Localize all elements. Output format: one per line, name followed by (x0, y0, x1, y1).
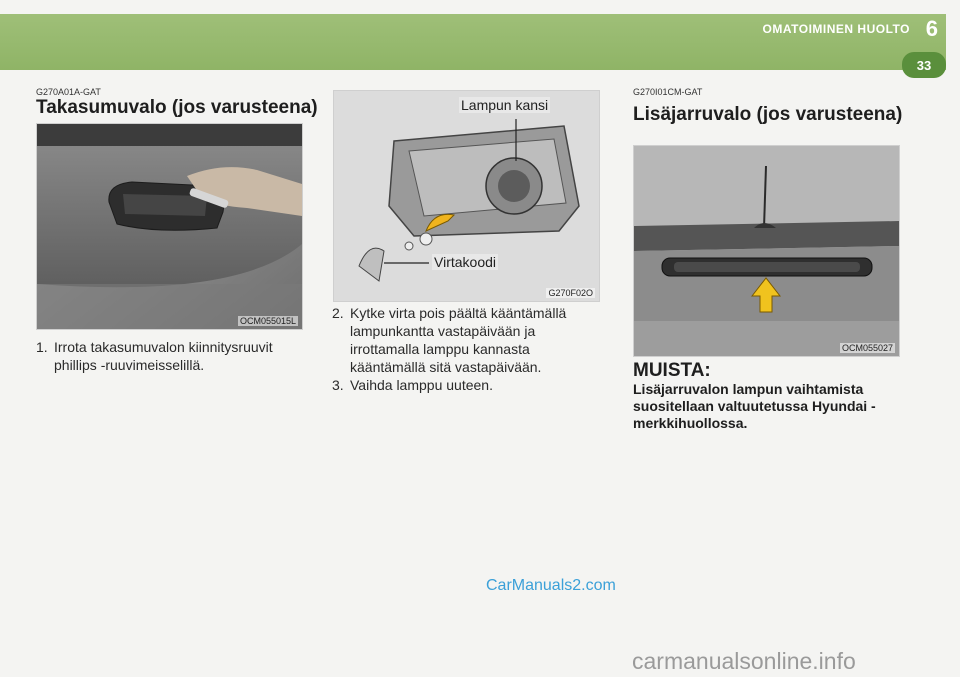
lamp-socket-diagram (333, 90, 600, 302)
section-title: Lisäjarruvalo (jos varusteena) (633, 104, 903, 125)
image-code: G270F02O (548, 288, 593, 298)
step-1 (36, 338, 306, 374)
image-code: OCM055027 (841, 343, 893, 353)
spoiler-illustration (634, 146, 899, 356)
section-title: Takasumuvalo (jos varusteena) (36, 97, 318, 118)
watermark-carmanualsonline[interactable]: carmanualsonline.info (632, 648, 856, 674)
page-number: 33 (902, 52, 946, 78)
bumper-illustration (37, 124, 302, 329)
step-3 (332, 376, 600, 394)
step-text: Kytke virta pois päältä kääntämällä lampunkantta vastapäivään ja irrottamalla lamppu kannasta kääntämällä sitä vastapäivään. (350, 305, 567, 375)
step-number: 1. (36, 339, 48, 355)
image-code: OCM055015L (239, 316, 296, 326)
step-2 (332, 304, 600, 376)
note-title: MUISTA: (633, 360, 711, 381)
step-number: 2. (332, 305, 344, 321)
callout-power-code: Virtakoodi (434, 254, 497, 270)
step-text: Irrota takasumuvalon kiinnitysruuvit phillips -ruuvimeisselillä. (54, 339, 273, 373)
step-number: 3. (332, 377, 344, 393)
brake-light-photo (633, 145, 900, 357)
section-code: G270A01A-GAT (36, 87, 101, 97)
steps-list (332, 304, 600, 394)
rear-fog-lamp-photo (36, 123, 303, 330)
chapter-title: OMATOIMINEN HUOLTO (762, 22, 910, 36)
step-text: Vaihda lamppu uuteen. (350, 377, 493, 393)
note-text: Lisäjarruvalon lampun vaihtamista suositellaan valtuutetussa Hyundai -merkkihuollossa. (633, 381, 876, 431)
watermark-carmanuals2[interactable]: CarManuals2.com (486, 577, 616, 594)
section-code: G270I01CM-GAT (633, 87, 703, 97)
chapter-number: 6 (925, 16, 938, 41)
callout-lamp-cover: Lampun kansi (461, 97, 549, 113)
